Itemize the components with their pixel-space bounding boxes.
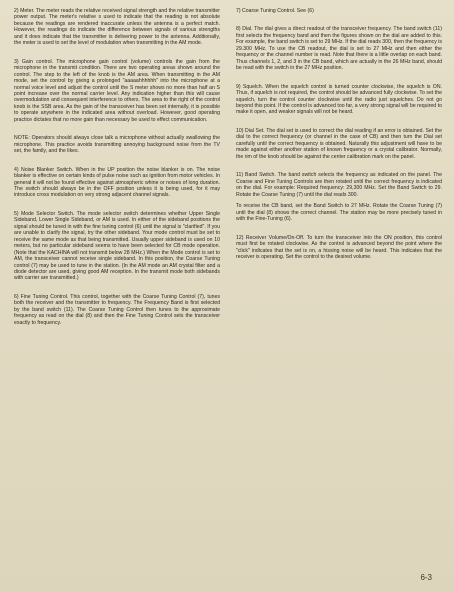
paragraph-dial-set: 10) Dial Set. The dial set is used to correct the dial reading if an error is obtained. Set the dial to the correct frequency (or channel in the case of CB) and then turn the Dial set carefully until the correct frequency is obtained. Naturally this adjustment will have to be made against either another station of known frequency or a crystal calibrator. Normally, the rim of the knob should be against the center calibration mark on the panel. bbox=[236, 127, 442, 160]
paragraph-receiver-volume: 12) Receiver Volume/On-Off. To turn the transceiver into the ON position, this control must first be rotated clockwise. As the control is advanced beyond the point where the "click" indicates that the set is on, a hissing noise will be heard. This indicates that the receiver is operating. Set the control to the desired volume. bbox=[236, 234, 442, 261]
paragraph-cb-band: To receive the CB band, set the Band Switch to 27 MHz. Rotate the Coarse Tuning (7) until the dial (8) shows the correct channel. The station may be more precisely tuned in with the Fine-Tuning (6). bbox=[236, 203, 442, 223]
left-column bbox=[14, 8, 220, 332]
paragraph-squelch: 9) Squelch. When the squelch control is turned counter clockwise, the squelch is ON. Thus, if squelch is not required, the control should be advanced fully clockwise. To set the squelch, turn the control counter clockwise until the radio just squelches. Do not go beyond this point. If the control is advanced too far, a very strong signal will be required to make it open, and weaker signals will not be heard. bbox=[236, 83, 442, 116]
paragraph-coarse-tuning: 7) Coarse Tuning Control. See (6) bbox=[236, 8, 314, 14]
paragraph-note: NOTE: Operators should always close talk a microphone without actually swallowing the microphone. This practice avoids transmitting annoying background noise from the TV set, the family, and the likes. bbox=[14, 135, 220, 155]
paragraph-band-switch: 11) Band Switch. The band switch selects the frequency as indicated on the panel. The Coarse and Fine Tuning Controls are then rotated until the correct frequency is indicated on the dial. For example: Required frequency: 29,300 MHz. Set the Band Switch to 29. Rotate the Coarse Tuning (7) until the dial reads 300. bbox=[236, 172, 442, 198]
paragraph-fine-tuning: 6) Fine Tuning Control. This control, together with the Coarse Tuning Control (7), tunes both the receiver and the transmitter to frequency. The Frequency Band is first selected by the band switch (11). The Coarse Tuning Control then tunes to the approximate frequency as read on the dial (8) and then the Fine Tuning Control sets the transceiver exactly to frequency. bbox=[14, 293, 220, 326]
paragraph-mode-selector: 5) Mode Selector Switch. The mode selector switch determines whether Upper Single Sideband, Lower Single Sideband, or AM is used. In either of the sideband positions the signal should be tuned in with the fine tuning control (6) until the signal is "clarified". If you are unable to clarify the signal, try the other sideband. Your mode control must be set to receive the same mode as that being transmitted. Usually upper sideband is used on 10 meters, but no particular sideband seems to have been selected for CB mode operation. (Note that the KACHINA will not transmit below 28 MHz.) When the Mode control is set to AM, the transceiver cannot receive single sideband. In this position, the Coarse Tuning control (7) may be used to tune in the station. (In the AM mode an AM crystal filter and a diode detector are used, giving good AM reception. In the transmit mode both sidebands with carrier are transmitted.) bbox=[14, 210, 220, 282]
paragraph-noise-blanker: 4) Noise Blanker Switch. When in the UP position the noise blanker is on. The noise blanker is effective on certain kinds of pulse noise such as ignition from motor vehicles. In general it will not be found effective against atmospheric whine or noises of long duration. The switch should always be in the OFF position unless it is being used, for it may introduce cross modulation on very strong adjacent channel signals. bbox=[14, 166, 220, 199]
paragraph-gain-control: 3) Gain control. The microphone gain control (volume) controls the gain from the microphone in the transmit condition. There are two operating areas shown around the control. The step to the left of the knob is the AM area. When transmitting in the AM mode, set the control by giving a prolonged "aaaaahhhhhh" into the microphone at a normal voice level and adjust the control until the S meter shows no more than half an S point increase over the normal carrier level. Any indication higher than this will cause overmodulation and consequent interference to others. The area to the right of the control knob is the SSB area. As the gain of the transceiver has been set internally, it is possible to operate anywhere in the indicated area without overload. However, good operating practice dictates that no more gain than necessary be used to effect communication. bbox=[14, 58, 220, 123]
paragraph-meter: 2) Meter. The meter reads the relative received signal strength and the relative transmitter power output. The meter's relative s used to indicate that the reading is not absolute because the readings are rendered inaccurate unless the antenna is a perfect match. However, the readings do indicate the difference between signals of various strengths and it does indicate that the transmitter is delivering power to the antenna. Additionally, the meter is used to set the level of modulation when transmitting in the AM mode. bbox=[14, 8, 220, 47]
paragraph-dial: 8) Dial. The dial gives a direct readout of the transceiver frequency. The band switch (11) first selects the frequency band and then the figures shown on the dial are added to this. For example, the band switch is set to 29 MHz. If the dial reads 300, then the frequency is 29.300 MHz. To use the CB readout, the dial is set to 27 MHz and then either the frequency or the channel number is read. Note that there is a little overlap on each band. Thus channels 1, 2, and 3 in the CB band, which are actually in the 26 MHz band, should be read with the switch in the 27 MHz position. bbox=[236, 26, 442, 72]
page-number: 6-3 bbox=[420, 573, 432, 582]
right-column bbox=[236, 8, 442, 266]
